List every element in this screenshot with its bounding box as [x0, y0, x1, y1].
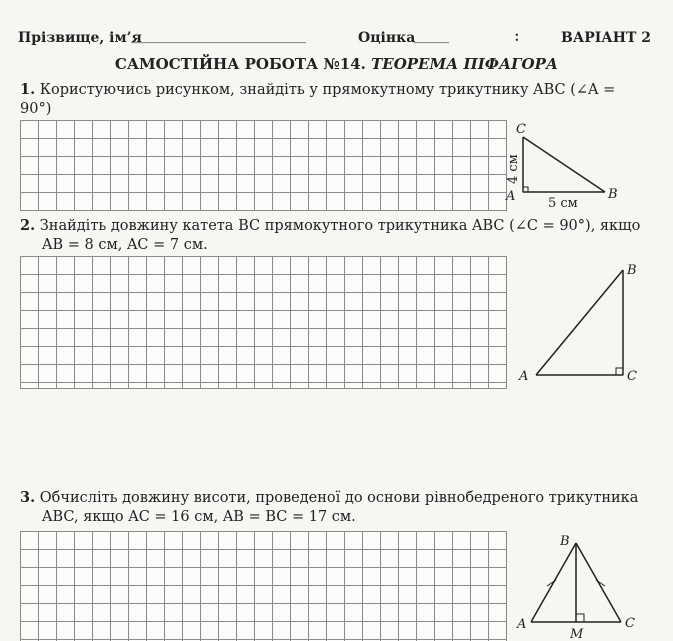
fig2-vertex-a: A — [519, 369, 529, 384]
name-field[interactable]: _________________________ — [131, 28, 306, 44]
fig3-vertex-a: A — [517, 617, 527, 632]
fig1-side-vertical-length: 4 см — [506, 154, 521, 184]
title-main: САМОСТІЙНА РОБОТА №14. — [114, 55, 366, 73]
task-3-text-line1: Обчисліть довжину висоти, проведеної до основи рівнобедреного трикутника — [39, 490, 639, 506]
fig2-vertex-b: B — [627, 263, 637, 278]
fig3-vertex-b: B — [560, 534, 570, 549]
title-topic: ТЕОРЕМА ПІФАГОРА — [371, 55, 559, 73]
fig1-vertex-a: A — [506, 189, 516, 204]
task-3-text-line2: ABC, якщо AC = 16 см, AB = BC = 17 см. — [42, 509, 356, 525]
grade-field[interactable]: _____ — [414, 28, 449, 44]
task-1-number: 1. — [20, 81, 36, 98]
grade-label: Оцінка — [358, 30, 416, 46]
fig1-vertex-c: C — [516, 122, 526, 137]
task-2-number: 2. — [20, 217, 36, 234]
fig2-vertex-c: C — [627, 369, 637, 384]
decorative-dots-icon: ∶ — [515, 30, 519, 46]
task-3-number: 3. — [20, 489, 36, 506]
fig3-side-ab — [531, 543, 576, 622]
fig3-side-bc — [576, 543, 621, 622]
right-angle-icon — [576, 614, 584, 622]
fig3-vertex-c: C — [625, 616, 635, 631]
task-2-text-line1: Знайдіть довжину катета BC прямокутного трикутника ABC (∠C = 90°), якщо — [39, 218, 641, 234]
fig1-vertex-b: B — [608, 187, 618, 202]
name-label: Прізвище, ім’я — [18, 30, 142, 46]
fig1-side-horizontal-length: 5 см — [548, 196, 578, 211]
fig3-vertex-m: M — [570, 627, 584, 641]
task-2-text-line2: AB = 8 см, AC = 7 см. — [42, 237, 208, 253]
task-1-text-line1: Користуючись рисунком, знайдіть у прямокутному трикутнику ABC (∠A = 90°) — [20, 82, 616, 117]
variant-label: ВАРІАНТ 2 — [561, 30, 651, 46]
